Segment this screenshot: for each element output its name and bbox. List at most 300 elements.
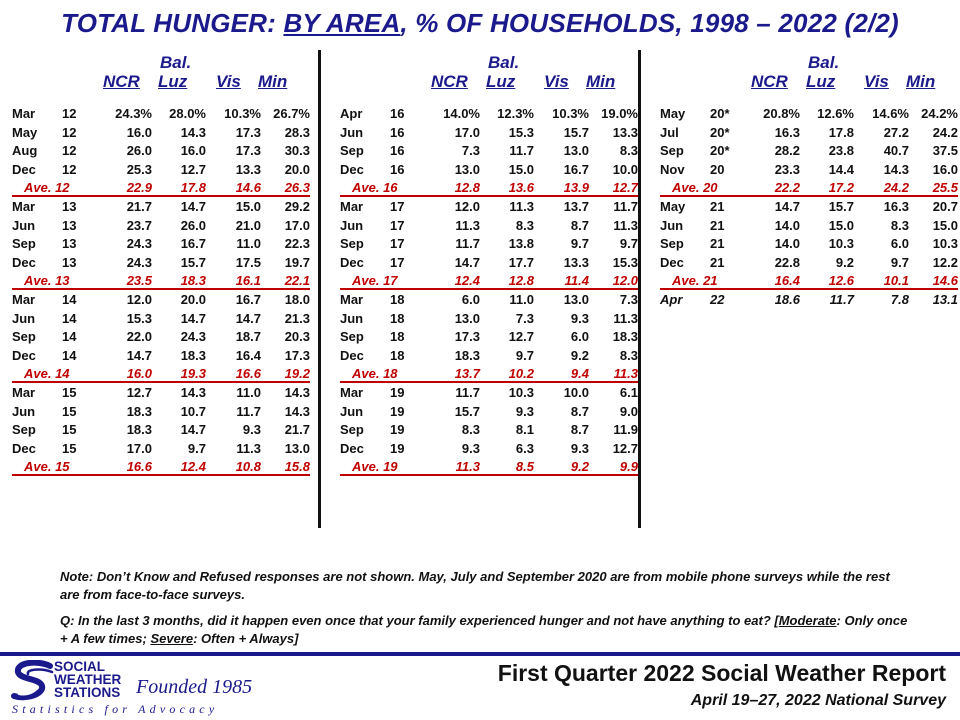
note-text: Note: Don’t Know and Refused responses are not shown. May, July and September 2020 are from mobile phone surveys while the rest are from face-to-face surveys. <box>60 569 890 602</box>
cell-luz: 10.3 <box>508 384 534 400</box>
cell-period: Ave. 13 <box>24 273 70 289</box>
cell-period: Ave. 15 <box>24 459 70 475</box>
cell-luz: 9.7 <box>515 347 534 363</box>
header-ncr: NCR <box>751 72 788 91</box>
table-row <box>340 403 638 422</box>
cell-ncr: 15.7 <box>454 403 480 419</box>
cell-luz: 17.2 <box>828 180 854 196</box>
cell-vis: 13.0 <box>563 143 589 159</box>
table-row <box>660 217 958 236</box>
question-text <box>60 612 910 648</box>
cell-ncr: 13.7 <box>454 366 480 382</box>
cell-min: 6.1 <box>619 384 638 400</box>
average-row <box>12 272 310 291</box>
table-row <box>660 254 958 273</box>
cell-min: 24.2% <box>921 106 958 121</box>
cell-period: Dec <box>340 347 364 363</box>
cell-luz: 15.7 <box>180 254 206 270</box>
header-luz: Luz <box>158 72 188 91</box>
cell-min: 7.3 <box>619 291 638 307</box>
cell-period: Mar <box>12 291 36 307</box>
table-row <box>340 347 638 366</box>
cell-min: 16.0 <box>932 161 958 177</box>
cell-vis: 16.3 <box>883 198 909 214</box>
cell-year: 15 <box>62 422 77 438</box>
cell-vis: 8.7 <box>570 217 589 233</box>
cell-ncr: 23.7 <box>126 217 152 233</box>
cell-period: Dec <box>12 254 36 270</box>
cell-luz: 28.0% <box>169 106 206 121</box>
cell-ncr: 14.0 <box>774 217 800 233</box>
cell-luz: 12.4 <box>180 459 206 475</box>
cell-period: May <box>12 124 38 140</box>
cell-min: 12.0 <box>612 273 638 289</box>
header-bal: Bal. <box>160 53 192 72</box>
header-vis: Vis <box>864 72 889 91</box>
cell-vis: 27.2 <box>883 124 909 140</box>
cell-period: Jun <box>12 310 36 326</box>
cell-luz: 12.3% <box>497 106 534 121</box>
sws-swirl-icon <box>10 660 58 702</box>
table-row <box>340 124 638 143</box>
cell-min: 17.3 <box>284 347 310 363</box>
logo-line1: SOCIAL <box>54 659 106 674</box>
cell-year: 20 <box>710 161 725 177</box>
table-row <box>12 124 310 143</box>
title-part1: TOTAL HUNGER: <box>61 8 284 38</box>
header-luz: Luz <box>486 72 516 91</box>
cell-ncr: 16.4 <box>774 273 800 289</box>
cell-vis: 14.3 <box>883 161 909 177</box>
cell-vis: 16.1 <box>235 273 261 289</box>
cell-period: Jun <box>660 217 684 233</box>
cell-min: 19.7 <box>284 254 310 270</box>
cell-min: 28.3 <box>284 124 310 140</box>
cell-ncr: 11.3 <box>455 459 480 475</box>
cell-ncr: 18.3 <box>126 403 152 419</box>
cell-min: 12.7 <box>612 180 638 196</box>
cell-luz: 10.2 <box>508 366 534 382</box>
cell-luz: 16.0 <box>180 143 206 159</box>
cell-luz: 12.7 <box>180 161 206 177</box>
average-row <box>340 458 638 477</box>
table-row <box>12 384 310 403</box>
cell-min: 8.3 <box>619 143 638 159</box>
cell-period: Sep <box>12 422 36 438</box>
cell-ncr: 22.0 <box>126 329 152 345</box>
average-row <box>12 458 310 477</box>
table-row <box>340 440 638 459</box>
cell-luz: 18.3 <box>180 273 206 289</box>
cell-luz: 14.7 <box>180 310 206 326</box>
cell-ncr: 17.0 <box>126 440 152 456</box>
cell-min: 11.9 <box>613 422 638 438</box>
table-row <box>340 310 638 329</box>
cell-luz: 12.6% <box>817 106 854 121</box>
cell-luz: 11.3 <box>509 198 534 214</box>
cell-year: 18 <box>390 347 405 363</box>
cell-min: 9.9 <box>619 459 638 475</box>
title-part3: , % OF HOUSEHOLDS, 1998 – 2022 (2/2) <box>400 8 899 38</box>
cell-luz: 12.6 <box>828 273 854 289</box>
cell-ncr: 16.0 <box>126 366 152 382</box>
table-row <box>340 217 638 236</box>
cell-min: 15.0 <box>932 217 958 233</box>
cell-ncr: 24.3 <box>126 236 152 252</box>
cell-luz: 16.7 <box>180 236 206 252</box>
cell-year: 19 <box>390 384 405 400</box>
header-min: Min <box>258 72 288 91</box>
cell-year: 19 <box>390 403 405 419</box>
cell-luz: 14.3 <box>180 124 206 140</box>
cell-min: 26.7% <box>273 106 310 121</box>
question-mod-def: : Only once + A few times; <box>60 613 908 646</box>
cell-period: Ave. 20 <box>672 180 718 196</box>
cell-year: 18 <box>390 291 405 307</box>
cell-period: Mar <box>12 106 36 121</box>
cell-vis: 10.3% <box>552 106 589 121</box>
cell-vis: 9.3 <box>570 440 589 456</box>
cell-period: Sep <box>660 236 684 252</box>
cell-period: May <box>660 106 686 121</box>
sws-logo <box>8 658 258 718</box>
cell-vis: 17.5 <box>235 254 261 270</box>
footer-divider <box>0 652 960 656</box>
cell-period: Ave. 17 <box>352 273 398 289</box>
cell-ncr: 11.3 <box>455 217 480 233</box>
cell-year: 18 <box>390 329 405 345</box>
cell-min: 8.3 <box>619 347 638 363</box>
header-bal: Bal. <box>488 53 520 72</box>
cell-year: 19 <box>390 440 405 456</box>
cell-year: 14 <box>62 310 77 326</box>
cell-min: 12.2 <box>932 254 958 270</box>
cell-ncr: 12.0 <box>126 291 152 307</box>
cell-min: 18.0 <box>284 291 310 307</box>
cell-period: Sep <box>340 422 364 438</box>
cell-vis: 11.3 <box>236 440 261 456</box>
cell-min: 20.7 <box>932 198 958 214</box>
cell-year: 18 <box>390 310 405 326</box>
question-severe: Severe <box>150 631 194 646</box>
table-row <box>12 161 310 180</box>
cell-ncr: 14.7 <box>454 254 480 270</box>
cell-period: Mar <box>12 384 36 400</box>
cell-ncr: 18.6 <box>774 291 800 307</box>
table-row <box>340 291 638 310</box>
cell-period: Jun <box>340 310 364 326</box>
table-row <box>660 235 958 254</box>
cell-luz: 13.6 <box>508 180 534 196</box>
cell-min: 13.0 <box>284 440 310 456</box>
cell-period: Dec <box>12 347 36 363</box>
cell-period: Mar <box>340 384 364 400</box>
cell-year: 17 <box>390 254 405 270</box>
cell-ncr: 26.0 <box>126 143 152 159</box>
cell-luz: 7.3 <box>515 310 534 326</box>
cell-luz: 8.3 <box>515 217 534 233</box>
cell-luz: 9.7 <box>187 440 206 456</box>
cell-vis: 9.2 <box>570 347 589 363</box>
table-row <box>12 235 310 254</box>
cell-ncr: 16.6 <box>126 459 152 475</box>
cell-min: 15.3 <box>612 254 638 270</box>
cell-min: 13.1 <box>932 291 958 307</box>
cell-period: Sep <box>12 329 36 345</box>
cell-period: Dec <box>12 440 36 456</box>
cell-vis: 16.4 <box>235 347 261 363</box>
cell-luz: 12.8 <box>508 273 534 289</box>
cell-vis: 11.4 <box>564 273 589 289</box>
cell-vis: 13.3 <box>563 254 589 270</box>
cell-vis: 24.2 <box>883 180 909 196</box>
cell-period: Sep <box>340 329 364 345</box>
cell-year: 15 <box>62 384 77 400</box>
logo-line2: WEATHER <box>54 672 122 687</box>
cell-vis: 8.3 <box>890 217 909 233</box>
cell-period: Apr <box>340 106 363 121</box>
table-row <box>660 291 958 310</box>
table-row <box>12 254 310 273</box>
cell-vis: 9.7 <box>570 236 589 252</box>
cell-luz: 15.0 <box>828 217 854 233</box>
cell-period: Dec <box>12 161 36 177</box>
header-min: Min <box>586 72 616 91</box>
cell-year: 13 <box>62 236 77 252</box>
cell-year: 15 <box>62 403 77 419</box>
logo-founded: Founded 1985 <box>136 676 253 698</box>
cell-luz: 26.0 <box>180 217 206 233</box>
cell-min: 17.0 <box>284 217 310 233</box>
average-row <box>660 179 958 198</box>
cell-period: Jun <box>12 403 36 419</box>
cell-period: Ave. 12 <box>24 180 70 196</box>
cell-year: 16 <box>390 161 405 177</box>
cell-vis: 17.3 <box>235 124 261 140</box>
cell-ncr: 14.0 <box>774 236 800 252</box>
cell-vis: 6.0 <box>890 236 909 252</box>
cell-min: 9.0 <box>619 403 638 419</box>
cell-year: 14 <box>62 347 77 363</box>
cell-vis: 11.0 <box>236 236 261 252</box>
cell-year: 21 <box>710 198 725 214</box>
table-row <box>12 142 310 161</box>
cell-vis: 11.7 <box>236 403 261 419</box>
cell-vis: 15.7 <box>563 124 589 140</box>
average-row <box>340 272 638 291</box>
cell-vis: 15.0 <box>235 198 261 214</box>
table-row <box>340 161 638 180</box>
cell-ncr: 24.3 <box>126 254 152 270</box>
cell-vis: 14.6% <box>872 106 909 121</box>
cell-min: 19.2 <box>284 366 310 382</box>
cell-vis: 16.7 <box>563 161 589 177</box>
cell-period: Sep <box>340 143 364 159</box>
table-row <box>12 421 310 440</box>
cell-year: 19 <box>390 422 405 438</box>
logo-line3: STATIONS <box>54 685 121 700</box>
table-row <box>660 161 958 180</box>
cell-ncr: 12.7 <box>126 384 152 400</box>
header-ncr: NCR <box>431 72 468 91</box>
cell-ncr: 11.7 <box>455 236 480 252</box>
cell-min: 26.3 <box>284 180 310 196</box>
cell-vis: 8.7 <box>570 403 589 419</box>
cell-ncr: 23.5 <box>126 273 152 289</box>
cell-luz: 14.7 <box>180 198 206 214</box>
cell-min: 29.2 <box>284 198 310 214</box>
cell-ncr: 16.0 <box>126 124 152 140</box>
cell-vis: 9.2 <box>570 459 589 475</box>
cell-min: 24.2 <box>932 124 958 140</box>
cell-luz: 13.8 <box>508 236 534 252</box>
cell-year: 17 <box>390 198 405 214</box>
cell-year: 21 <box>710 217 725 233</box>
cell-luz: 19.3 <box>180 366 206 382</box>
cell-period: Mar <box>340 291 364 307</box>
average-row <box>12 365 310 384</box>
cell-year: 20* <box>710 143 730 159</box>
cell-year: 20* <box>710 106 730 121</box>
cell-period: Ave. 16 <box>352 180 398 196</box>
cell-min: 14.3 <box>284 384 310 400</box>
cell-min: 37.5 <box>932 143 958 159</box>
question-q: Q: In the last 3 months, did it happen even once that your family experienced hunger and not have anything to eat? [ <box>60 613 779 628</box>
cell-ncr: 14.0% <box>443 106 480 121</box>
question-sev-def: : Often + Always] <box>193 631 299 646</box>
cell-ncr: 16.3 <box>774 124 800 140</box>
cell-ncr: 17.3 <box>454 329 480 345</box>
report-title: First Quarter 2022 Social Weather Report <box>497 660 946 686</box>
cell-ncr: 14.7 <box>774 198 800 214</box>
table-row <box>340 105 638 124</box>
table-row <box>12 310 310 329</box>
cell-luz: 8.1 <box>515 422 534 438</box>
cell-min: 11.3 <box>613 366 638 382</box>
cell-min: 21.7 <box>284 422 310 438</box>
cell-ncr: 24.3% <box>115 106 152 121</box>
cell-luz: 14.3 <box>180 384 206 400</box>
cell-ncr: 12.4 <box>454 273 480 289</box>
header-bal: Bal. <box>808 53 840 72</box>
cell-period: Sep <box>340 236 364 252</box>
header-min: Min <box>906 72 936 91</box>
cell-vis: 16.7 <box>235 291 261 307</box>
table-row <box>12 440 310 459</box>
cell-ncr: 8.3 <box>461 422 480 438</box>
cell-ncr: 7.3 <box>461 143 480 159</box>
cell-ncr: 13.0 <box>454 161 480 177</box>
cell-year: 13 <box>62 254 77 270</box>
cell-min: 22.1 <box>284 273 310 289</box>
cell-period: Nov <box>660 161 685 177</box>
cell-period: Dec <box>340 254 364 270</box>
cell-min: 9.7 <box>619 236 638 252</box>
cell-year: 21 <box>710 236 725 252</box>
cell-period: Ave. 18 <box>352 366 398 382</box>
cell-vis: 16.6 <box>235 366 261 382</box>
table-row <box>12 291 310 310</box>
sws-logo-text <box>54 660 121 699</box>
cell-year: 12 <box>62 143 77 159</box>
table-row <box>660 198 958 217</box>
cell-year: 17 <box>390 217 405 233</box>
cell-year: 14 <box>62 291 77 307</box>
cell-vis: 9.4 <box>570 366 589 382</box>
table-row <box>12 198 310 217</box>
cell-luz: 17.8 <box>180 180 206 196</box>
cell-luz: 18.3 <box>180 347 206 363</box>
cell-min: 11.3 <box>613 217 638 233</box>
cell-min: 30.3 <box>284 143 310 159</box>
average-row <box>12 179 310 198</box>
cell-vis: 14.7 <box>235 310 261 326</box>
cell-period: Dec <box>340 440 364 456</box>
cell-vis: 13.9 <box>563 180 589 196</box>
cell-ncr: 9.3 <box>461 440 480 456</box>
cell-ncr: 22.2 <box>774 180 800 196</box>
cell-min: 19.0% <box>601 106 638 121</box>
cell-year: 21 <box>710 254 725 270</box>
table-row <box>12 328 310 347</box>
cell-luz: 10.7 <box>180 403 206 419</box>
table-row <box>340 328 638 347</box>
cell-period: Mar <box>12 198 36 214</box>
cell-period: Jun <box>340 403 364 419</box>
cell-vis: 9.3 <box>242 422 261 438</box>
cell-vis: 8.7 <box>570 422 589 438</box>
cell-period: Ave. 19 <box>352 459 398 475</box>
cell-vis: 13.3 <box>235 161 261 177</box>
cell-luz: 8.5 <box>515 459 534 475</box>
cell-vis: 18.7 <box>235 329 261 345</box>
cell-ncr: 12.8 <box>454 180 480 196</box>
cell-luz: 14.4 <box>828 161 854 177</box>
header-vis: Vis <box>544 72 569 91</box>
cell-year: 16 <box>390 124 405 140</box>
cell-min: 14.6 <box>932 273 958 289</box>
table-row <box>340 198 638 217</box>
average-row <box>660 272 958 291</box>
cell-ncr: 12.0 <box>454 198 480 214</box>
cell-vis: 17.3 <box>235 143 261 159</box>
cell-min: 12.7 <box>612 440 638 456</box>
cell-luz: 23.8 <box>828 143 854 159</box>
cell-period: May <box>660 198 686 214</box>
cell-period: Sep <box>12 236 36 252</box>
cell-luz: 15.7 <box>828 198 854 214</box>
table-row <box>340 142 638 161</box>
cell-year: 12 <box>62 124 77 140</box>
cell-luz: 9.3 <box>515 403 534 419</box>
cell-period: Aug <box>12 143 38 159</box>
cell-period: Mar <box>340 198 364 214</box>
cell-year: 13 <box>62 198 77 214</box>
cell-luz: 11.7 <box>829 291 854 307</box>
cell-vis: 10.8 <box>235 459 261 475</box>
cell-luz: 11.7 <box>509 143 534 159</box>
table-row <box>660 105 958 124</box>
cell-ncr: 20.8% <box>763 106 800 121</box>
divider-line-2 <box>638 50 641 528</box>
header-ncr: NCR <box>103 72 140 91</box>
cell-year: 13 <box>62 217 77 233</box>
cell-ncr: 23.3 <box>774 161 800 177</box>
cell-year: 22 <box>710 291 725 307</box>
cell-min: 25.5 <box>932 180 958 196</box>
cell-period: Jun <box>12 217 36 233</box>
title-part2: BY AREA <box>283 8 401 38</box>
